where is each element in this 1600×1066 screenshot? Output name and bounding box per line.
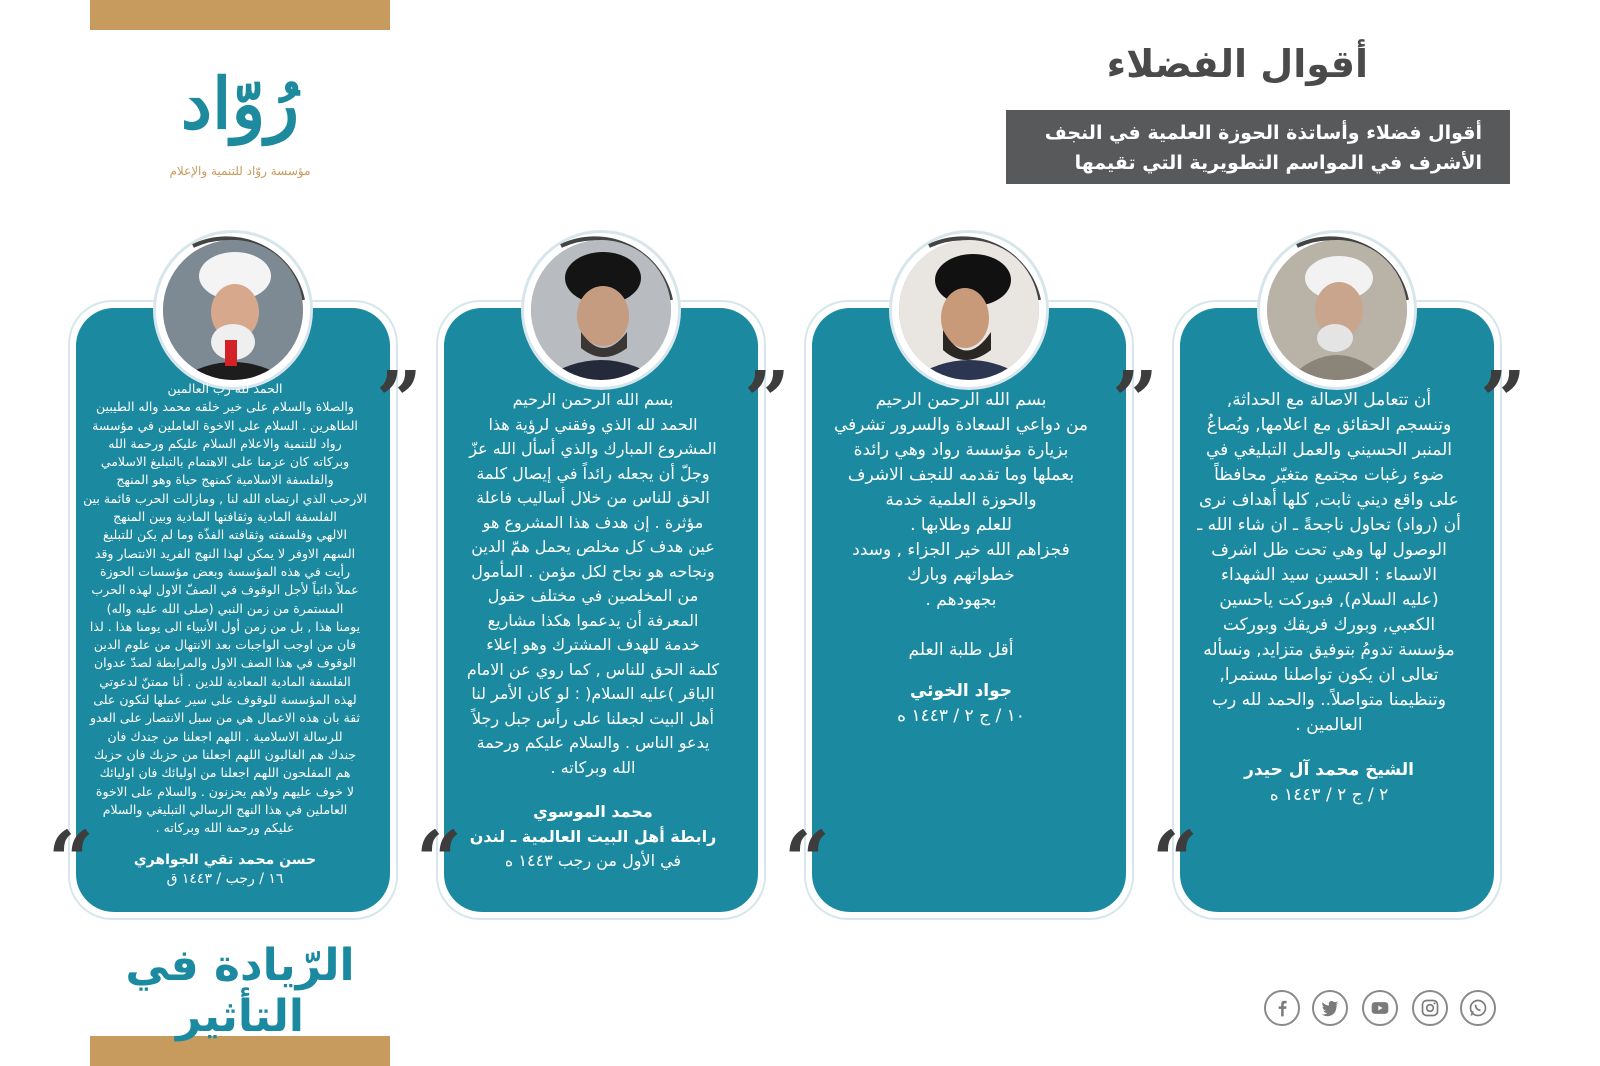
signature-name: الشيخ محمد آل حيدر — [1244, 760, 1414, 780]
signature-name: جواد الخوئي — [909, 681, 1013, 701]
quote-close-icon: “ — [1152, 813, 1199, 907]
signature-name: محمد الموسوي — [533, 802, 653, 821]
youtube-icon[interactable] — [1362, 990, 1398, 1026]
facebook-icon[interactable] — [1264, 990, 1300, 1026]
top-gold-bar — [90, 0, 390, 30]
page-subtitle-banner — [1006, 110, 1510, 204]
quote-close-icon: “ — [416, 813, 463, 907]
twitter-icon[interactable] — [1312, 990, 1348, 1026]
testimonial-card-4 — [48, 300, 422, 920]
avatar — [531, 240, 671, 380]
testimonial-card-2 — [784, 300, 1158, 920]
rowad-logo — [160, 36, 320, 186]
subtitle-line-1: أقوال فضلاء وأساتذة الحوزة العلمية في النجف — [1044, 122, 1482, 144]
quote-open-icon: ” — [1479, 353, 1526, 447]
tagline: الرّيادة في التأثير — [125, 940, 355, 1042]
avatar — [163, 240, 303, 380]
testimonial-card-3 — [416, 300, 790, 920]
signature-date: ١٦ / رجب / ١٤٤٣ ق — [166, 870, 284, 887]
testimonial-card-1 — [1152, 300, 1526, 920]
testimonial-text: أن تتعامل الاصالة مع الحداثة, وتنسجم الحقائق مع اعلامها, ويُصاغُ المنبر الحسيني والعمل التبليغي في ضوء رغبات مجتمع متغيّر محافظاً على واقع ديني ثابت, كلها أهداف نرى أن (رواد) تحاول ناجحةً ـ ان شاء الله ـ الوصول لها وهي تحت ظل اشرف الاسماء : الحسين سيد الشهداء (عليه السلام), فبوركت ياحسين الكعبي, وبورك فريقك وبوركت مؤسسة تدومُ بتوفيق متزايد, ونسأله تعالى ان يكون تواصلنا مستمرا, وتنظيمنا متواصلاً.. والحمد لله رب العالمين . الشيخ محمد آل حيدر ٢ / ج ٢ / ١٤٤٣ ه — [1194, 388, 1464, 808]
logo-wordmark: رُوّاد — [180, 62, 300, 145]
whatsapp-icon[interactable] — [1460, 990, 1496, 1026]
quote-open-icon: ” — [743, 353, 790, 447]
signature-date: ٢ / ج ٢ / ١٤٤٣ ه — [1269, 785, 1389, 805]
avatar — [899, 240, 1039, 380]
quote-open-icon: ” — [375, 353, 422, 447]
avatar — [1267, 240, 1407, 380]
quote-open-icon: ” — [1111, 353, 1158, 447]
signature-name: حسن محمد تقي الجواهري — [133, 852, 317, 869]
testimonial-text: بسم الله الرحمن الرحيم من دواعي السعادة والسرور تشرفي بزيارة مؤسسة رواد وهي رائدة بعملها وما تقدمه للنجف الاشرف والحوزة العلمية خدمة للعلم وطلابها . فجزاهم الله خير الجزاء , وسدد خطواتهم وبارك بجهودهم . أقل طلبة العلم جواد الخوئي ١٠ / ج ٢ / ١٤٤٣ ه — [826, 388, 1096, 729]
page-title: أقوال الفضلاء — [1106, 42, 1368, 86]
signature-org: رابطة أهل البيت العالمية ـ لندن — [469, 826, 717, 846]
subtitle-line-2: الأشرف في المواسم التطويرية التي تقيمها المؤسسة — [1074, 152, 1482, 204]
signature-date: في الأول من رجب ١٤٤٣ ه — [504, 851, 682, 870]
testimonial-text: بسم الله الرحمن الرحيم الحمد لله الذي وفقني لرؤية هذا المشروع المبارك والذي أسأل الله عزّ وجلّ أن يجعله رائداً في إيصال كلمة الحق للناس من خلال أساليب فاعلة مؤثرة . إن هدف هذا المشروع هو عين هدف كل مخلص يحمل همّ الدين ونجاحه هو نجاح لكل مؤمن . المأمول من المخلصين في مختلف حقول المعرفة أن يدعموا هكذا مشاريع خدمة للهدف المشترك وهو إعلاء كلمة الحق للناس , كما روي عن الامام الباقر )عليه السلام( : لو كان الأمر لنا أهل البيت لجعلنا على رأس جبل رجلاً يدعو الناس . والسلام عليكم ورحمة الله وبركاته . محمد الموسوي رابطة أهل البيت العالمية ـ لندن في الأول من رجب ١٤٤٣ ه — [458, 388, 728, 874]
instagram-icon[interactable] — [1412, 990, 1448, 1026]
testimonial-text: الحمد لله رب العالمين والصلاة والسلام على خير خلقه محمد واله الطيبين الطاهرين . السلام على الاخوة العاملين في مؤسسة رواد للتنمية والاعلام السلام عليكم ورحمة الله وبركاته كان عزمنا على الاهتمام بالتبليغ الاسلامي والفلسفة الاسلامية كمنهج حياة وهو المنهج الارحب الذي ارتضاه الله لنا , ومازالت الحرب قائمة بين الفلسفة المادية وثقافتها المادية وبين المنهج الالهي وفلسفته وثقافته الفذّة وما لم يكن للتبليغ السهم الاوفر لا يمكن لهذا النهج الفريد الانتصار وقد رأيت في هذه المؤسسة وبعض مؤسسات الحوزة عملاً دائباً لأجل الوقوف في الصفّ الاول لهذه الحرب المستمرة من زمن النبي (صلى الله عليه واله) يومنا هذا , بل من زمن أول الأنبياء الى يومنا هذا . لذا فان من اوجب الواجبات بعد الانتهال من علوم الدين الوقوف في هذا الصف الاول والمرابطة لصدّ عدوان الفلسفة المادية المعادية للدين . أنا ممتنّ لدعوتي لهذه المؤسسة للوقوف على سير عملها لتكون على ثقة بان هذه الاعمال هي من سبل الانتصار على العدو للرسالة الاسلامية . اللهم اجعلنا من جندك فان جندك هم الغالبون اللهم اجعلنا من حزبك فان حزبك هم المفلحون اللهم اجعلنا من اوليائك فان اوليائك لا خوف عليهم ولاهم يحزنون . والسلام على الاخوة العاملين في هذا النهج الرسالي التبليغي والسلام عليكم ورحمة الله وبركاته . حسن محمد تقي الجواهري ١٦ / رجب / ١٤٤٣ ق — [83, 381, 367, 887]
quote-close-icon: “ — [784, 813, 831, 907]
quote-close-icon: “ — [48, 813, 95, 907]
logo-subtitle: مؤسسة روّاد للتنمية والإعلام — [169, 164, 311, 178]
signature-date: ١٠ / ج ٢ / ١٤٤٣ ه — [897, 706, 1025, 726]
